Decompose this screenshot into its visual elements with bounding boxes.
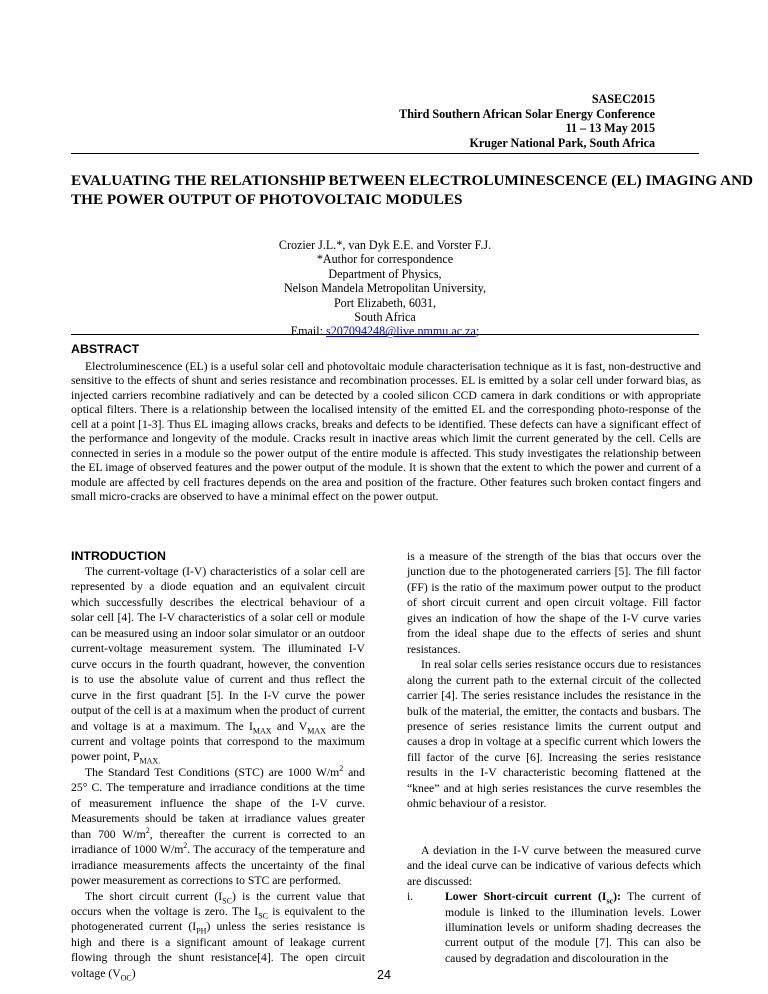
author-block xyxy=(170,238,600,339)
author-email-line xyxy=(170,324,600,338)
author-university: Nelson Mandela Metropolitan University, xyxy=(283,281,487,296)
list-item-text: Lower Short-circuit current $(I_{sc})$: The current of module is linked to the illumination levels. Lower illumination levels or uniform shading decreases the current output of the module [7]. This can also be caused by degradation and discolouration in the xyxy=(445,890,701,965)
author-divider xyxy=(71,334,699,335)
conference-name: Third Southern African Solar Energy Conference xyxy=(399,106,655,121)
title-line-2: THE POWER OUTPUT OF PHOTOVOLTAIC MODULES xyxy=(71,191,463,208)
intro-paragraph-6: A deviation in the I-V curve between the measured curve and the ideal curve can be indicative of various defects which are discussed: xyxy=(407,843,701,888)
email-link[interactable]: s207094248@live.nmmu.ac.za xyxy=(326,324,476,339)
right-column xyxy=(407,549,701,966)
header-divider xyxy=(71,153,699,154)
abstract-text: Electroluminescence (EL) is a useful solar cell and photovoltaic module characterisation technique as it is fast, non-destructive and sensitive to the effects of shunt and series resistance and recombination processes. EL is emitted by a solar cell under forward bias, as injected carriers recombine radiatively and can be detected by a cooled silicon CCD camera in dark conditions or with appropriate optical filters. There is a relationship between the localised intensity of the emitted EL and the corresponding photo-response of the cell at a point [1-3]. Thus EL imaging allows cracks, breaks and defects to be identified. These defects can have a significant effect of the performance and longevity of the module. Cracks result in inactive areas which limit the current generated by the cell. Cells are connected in series in a module so the power output of the entire module is affected. This study investigates the relationship between the EL image of observed features and the power output of the module. It is shown that the extent to which the power and current of a module are affected by cell fractures depends on the area and position of the fracture. Other features such broken contact fingers and small micro-cracks are observed to have a minimal effect on the power output. xyxy=(71,360,701,504)
intro-paragraph-5: In real solar cells series resistance occurs due to resistances along the current path to the external circuit of the collected carrier [4]. The series resistance includes the resistance in the bulk of the material, the emitter, the contacts and busbars. The presence of series resistance limits the current output and causes a drop in voltage at a specific current which lowers the fill factor of the curve [6]. Increasing the series resistance results in the I-V characteristic becoming flattened at the “knee” and at high series resistances the curve resembles the ohmic behaviour of a resistor. xyxy=(407,658,701,811)
title-line-1: EVALUATING THE RELATIONSHIP BETWEEN ELECTROLUMINESCENCE (EL) IMAGING AND xyxy=(71,172,754,189)
intro-paragraph-3: The short circuit current $(I_{SC})$ is the current value that occurs when the voltage is zero. The $I_{SC}$ is equivalent to the photogenerated current $(I_{PH})$ unless the series resistance is high and there is a significant amount of leakage current flowing through the shunt resistance[4]. The open circuit voltage $(V_{OC})$ xyxy=(71,889,366,983)
intro-paragraph-4: is a measure of the strength of the bias that occurs over the junction due to the photogenerated carriers [5]. The fill factor (FF) is the ratio of the maximum power output to the product of short circuit current and open circuit voltage. Fill factor gives an indication of how the shape of the I-V curve varies from the ideal shape due to the effects of series and shunt resistances. xyxy=(407,550,701,656)
conference-code: SASEC2015 xyxy=(591,92,655,106)
author-city: Port Elizabeth, 6031, xyxy=(333,295,437,310)
intro-paragraph-2: The Standard Test Conditions (STC) are 1000 $W/m^2$ and 25° C. The temperature and irradiance conditions at the time of measurement influence the shape of the I-V curve. Measurements should be taken at irradiance values greater than 700 $W/m^2$, thereafter the current is corrected to an irradiance of 1000 $W/m^2$. The accuracy of the temperature and irradiance measurements affects the uncertainty of the final power measurement as corrections to STC are performed. xyxy=(71,764,366,888)
page-number: 24 xyxy=(377,968,391,982)
conference-header xyxy=(255,92,655,150)
abstract-heading: ABSTRACT xyxy=(71,342,140,356)
conference-dates: 11 – 13 May 2015 xyxy=(565,121,655,136)
author-department: Department of Physics, xyxy=(328,266,442,281)
conference-venue: Kruger National Park, South Africa xyxy=(469,135,655,150)
email-label: Email: xyxy=(290,324,327,339)
intro-paragraph-1: The current-voltage (I-V) characteristics of a solar cell are represented by a diode equation and an equivalent circuit which successfully describes the electrical behaviour of a solar cell [4]. The I-V characteristics of a solar cell or module can be measured using an indoor solar simulator or an outdoor current-voltage measurement system. The illuminated I-V curve occurs in the fourth quadrant, however, the convention is to use the absolute value of current and thus reflect the curve in the first quadrant [5]. In the I-V curve the power output of the cell is at a maximum when the product of current and voltage is at a maximum. The $I_{MAX}$ and $V_{MAX}$ are the current and voltage points that correspond to the maximum power point, $P_{MAX.}$ xyxy=(71,565,366,766)
email-trail: ; xyxy=(475,324,480,339)
author-country: South Africa xyxy=(354,310,416,325)
author-correspondence: *Author for correspondence xyxy=(316,252,454,267)
introduction-heading: INTRODUCTION xyxy=(71,549,166,563)
paper-title xyxy=(71,171,754,209)
list-item-number: i. xyxy=(407,890,414,904)
defect-list-item xyxy=(407,889,701,966)
author-names: Crozier J.L.*, van Dyk E.E. and Vorster F.J. xyxy=(278,238,492,252)
left-column xyxy=(71,564,365,981)
